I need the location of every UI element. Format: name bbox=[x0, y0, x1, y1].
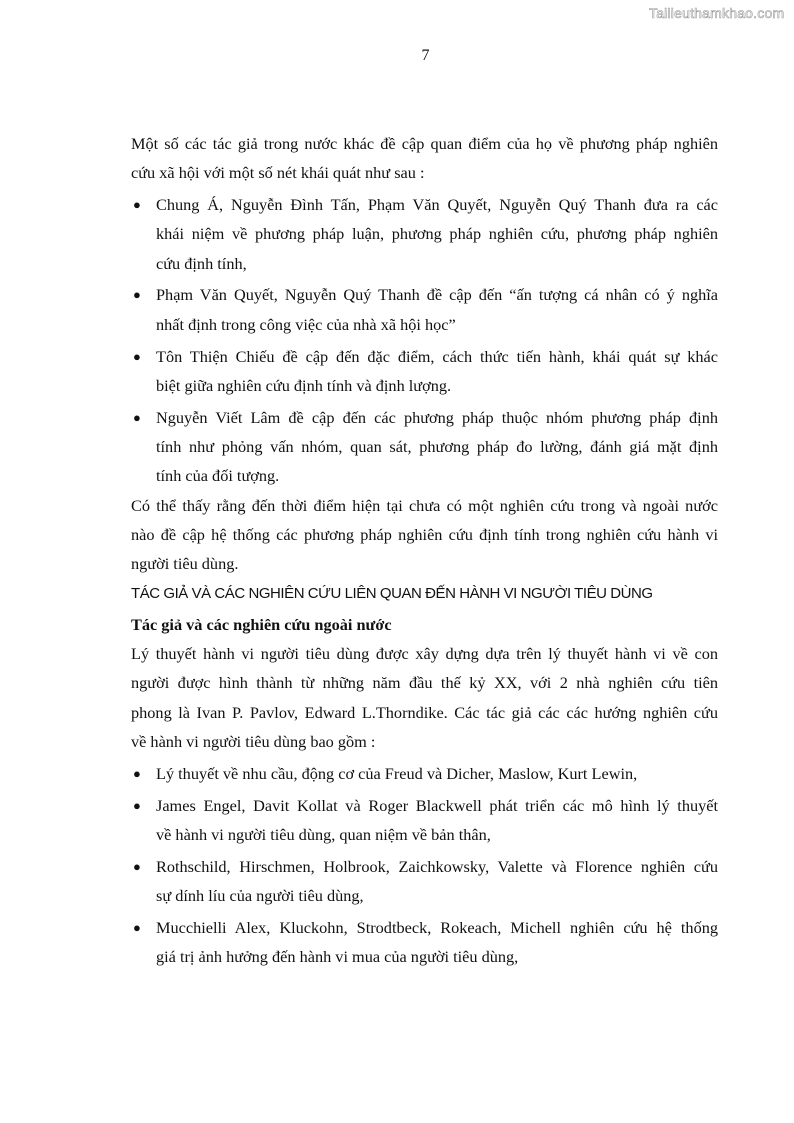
text-line: Tác giả và các nghiên cứu ngoài nước bbox=[131, 614, 392, 634]
bullet-icon: ● bbox=[133, 409, 141, 425]
watermark: Tailieuthamkhao.com bbox=[649, 5, 785, 21]
bullet-icon: ● bbox=[133, 348, 141, 364]
text-line: sự dính líu của người tiêu dùng, bbox=[156, 885, 364, 905]
bullet-icon: ● bbox=[133, 858, 141, 874]
text-line: về hành vi người tiêu dùng bao gồm : bbox=[131, 731, 376, 751]
text-line: khái niệm về phương pháp luận, phương pháp nghiên cứu, phương pháp nghiên bbox=[156, 224, 718, 244]
text-line: cứu xã hội với một số nét khái quát như sau : bbox=[131, 163, 425, 183]
bullet-icon: ● bbox=[133, 919, 141, 935]
page-number: 7 bbox=[421, 47, 430, 64]
paragraph bbox=[131, 129, 718, 188]
text-line: giá trị ảnh hưởng đến hành vi mua của người tiêu dùng, bbox=[156, 947, 519, 967]
text-line: Chung Á, Nguyễn Đình Tấn, Phạm Văn Quyết, Nguyễn Quý Thanh đưa ra các bbox=[156, 195, 718, 215]
text-line: nhất định trong công việc của nhà xã hội học” bbox=[156, 314, 456, 334]
bullet-item bbox=[131, 190, 718, 278]
text-line: Một số các tác giả trong nước khác đề cập quan điểm của họ về phương pháp nghiên bbox=[131, 134, 718, 153]
text-line: Phạm Văn Quyết, Nguyễn Quý Thanh đề cập đến “ấn tượng cá nhân có ý nghĩa bbox=[156, 285, 718, 305]
text-line: cứu định tính, bbox=[156, 253, 247, 273]
text-line: tính như phỏng vấn nhóm, quan sát, phương pháp đo lường, đánh giá mặt định bbox=[156, 436, 718, 456]
text-line: tính của đối tượng. bbox=[156, 466, 280, 486]
section-heading bbox=[131, 579, 718, 608]
bullet-item bbox=[131, 342, 718, 401]
text-line: phong là Ivan P. Pavlov, Edward L.Thorndike. Các tác giả các các hướng nghiên cứu bbox=[131, 702, 718, 722]
bullet-icon: ● bbox=[133, 765, 141, 781]
paragraph bbox=[131, 639, 718, 756]
bullet-item bbox=[131, 759, 718, 788]
document-body bbox=[131, 129, 718, 971]
bullet-icon: ● bbox=[133, 287, 141, 303]
bullet-item bbox=[131, 852, 718, 911]
bullet-item bbox=[131, 280, 718, 339]
text-line: Lý thuyết về nhu cầu, động cơ của Freud và Dicher, Maslow, Kurt Lewin, bbox=[156, 763, 638, 783]
bullet-item bbox=[131, 791, 718, 850]
text-line: về hành vi người tiêu dùng, quan niệm về bản thân, bbox=[156, 824, 491, 844]
bullet-item bbox=[131, 913, 718, 972]
text-line: người được hình thành từ những năm đầu thế kỷ XX, với 2 nhà nghiên cứu tiên bbox=[131, 673, 718, 693]
text-line: Nguyễn Viết Lâm đề cập đến các phương pháp thuộc nhóm phương pháp định bbox=[156, 407, 718, 427]
paragraph bbox=[131, 491, 718, 579]
text-line: James Engel, Davit Kollat và Roger Blackwell phát triển các mô hình lý thuyết bbox=[156, 795, 718, 815]
text-line: Rothschild, Hirschmen, Holbrook, Zaichkowsky, Valette và Florence nghiên cứu bbox=[156, 856, 718, 876]
text-line: người tiêu dùng. bbox=[131, 554, 239, 574]
text-line: Lý thuyết hành vi người tiêu dùng được xây dựng dựa trên lý thuyết hành vi về con bbox=[131, 644, 718, 664]
bullet-icon: ● bbox=[133, 797, 141, 813]
text-line: TÁC GIẢ VÀ CÁC NGHIÊN CỨU LIÊN QUAN ĐẾN HÀNH VI NGƯỜI TIÊU DÙNG bbox=[131, 585, 653, 603]
subsection-heading bbox=[131, 610, 718, 639]
text-line: Có thể thấy rằng đến thời điểm hiện tại chưa có một nghiên cứu trong và ngoài nước bbox=[131, 495, 718, 515]
text-line: nào đề cập hệ thống các phương pháp nghiên cứu định tính trong nghiên cứu hành vi bbox=[131, 524, 718, 544]
bullet-item bbox=[131, 403, 718, 491]
bullet-icon: ● bbox=[133, 197, 141, 213]
text-line: biệt giữa nghiên cứu định tính và định lượng. bbox=[156, 375, 452, 395]
text-line: Tôn Thiện Chiếu đề cập đến đặc điểm, cách thức tiến hành, khái quát sự khác bbox=[156, 346, 718, 366]
text-line: Mucchielli Alex, Kluckohn, Strodtbeck, Rokeach, Michell nghiên cứu hệ thống bbox=[156, 917, 718, 937]
